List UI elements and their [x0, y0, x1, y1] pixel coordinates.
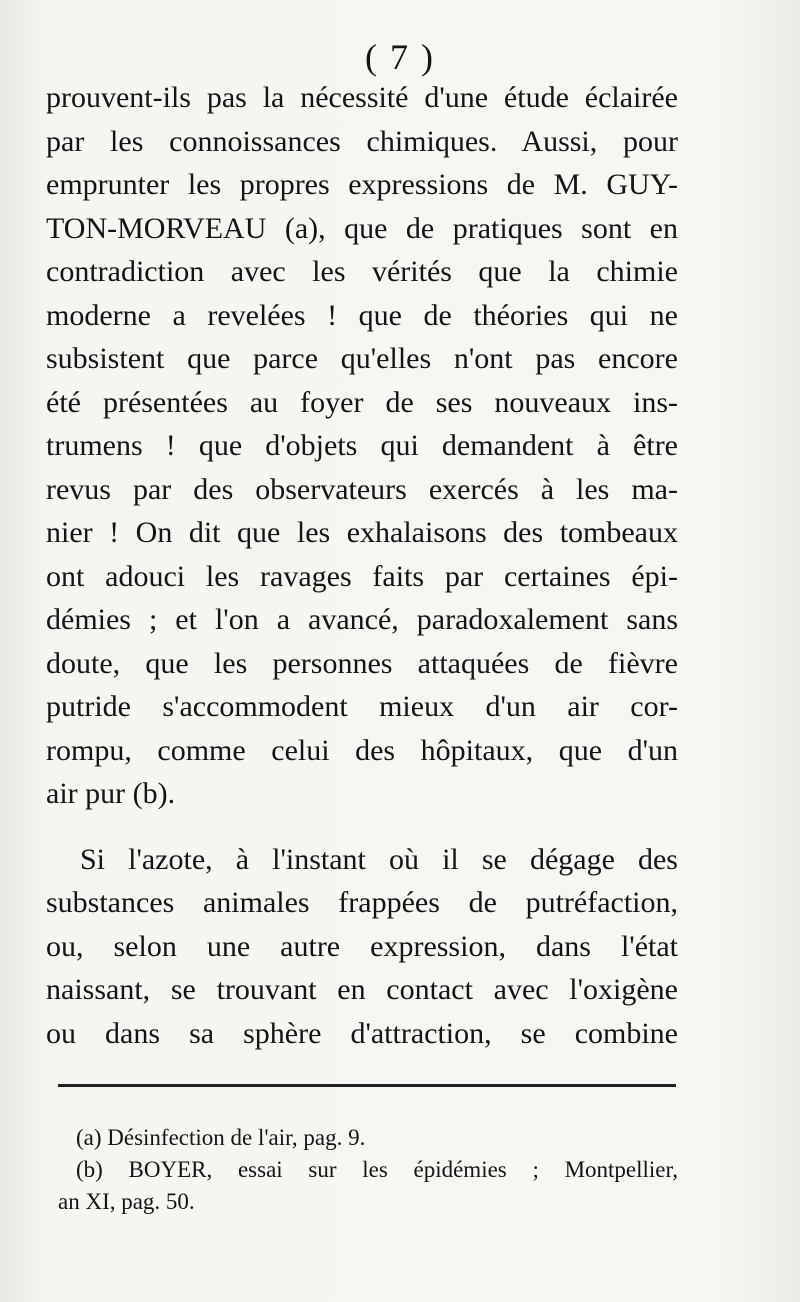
text-line: été présentées au foyer de ses nouveaux ins- [46, 385, 678, 419]
text-line: prouvent-ils pas la nécessité d'une étude éclairée [46, 81, 678, 114]
footnote-a: (a) Désinfection de l'air, pag. 9. [76, 1125, 366, 1150]
text-line: substances animales frappées de putréfaction, [46, 886, 678, 919]
text-line: démies ; et l'on a avancé, paradoxalement sans [46, 603, 678, 636]
text-line: naissant, se trouvant en contact avec l'oxigène [46, 973, 678, 1006]
text-line: contradiction avec les vérités que la chimie [46, 255, 678, 288]
footnotes [46, 1122, 678, 1218]
page-number: ( 7 ) [365, 37, 435, 77]
text-line: emprunter les propres expressions de M. GUY- [46, 168, 678, 201]
body-text [46, 76, 678, 1055]
text-line: revus par des observateurs exercés à les ma- [46, 472, 678, 506]
text-line: putride s'accommodent mieux d'un air cor- [46, 690, 678, 723]
text-line: TON-MORVEAU (a), que de pratiques sont en [46, 211, 678, 245]
text-line: rompu, comme celui des hôpitaux, que d'un [46, 733, 678, 767]
footnote-b: (b) BOYER, essai sur les épidémies ; Montpellier, [76, 1157, 678, 1182]
text-line: ont adouci les ravages faits par certaines épi- [46, 559, 678, 593]
text-line: air pur (b). [46, 777, 176, 810]
text-line: par les connoissances chimiques. Aussi, pour [46, 124, 678, 158]
text-line: ou, selon une autre expression, dans l'état [46, 929, 678, 963]
text-line: subsistent que parce qu'elles n'ont pas encore [46, 342, 678, 375]
text-line: trumens ! que d'objets qui demandent à être [46, 429, 678, 462]
text-line: nier ! On dit que les exhalaisons des tombeaux [46, 516, 678, 549]
text-line: moderne a revelées ! que de théories qui ne [46, 298, 678, 332]
paragraph-gap [46, 816, 678, 838]
footnote-divider [58, 1084, 676, 1087]
text-line: doute, que les personnes attaquées de fièvre [46, 646, 678, 680]
footnote-b-continued: an XI, pag. 50. [58, 1189, 195, 1214]
text-line: ou dans sa sphère d'attraction, se combine [46, 1016, 678, 1050]
text-line: Si l'azote, à l'instant où il se dégage des [80, 842, 678, 876]
